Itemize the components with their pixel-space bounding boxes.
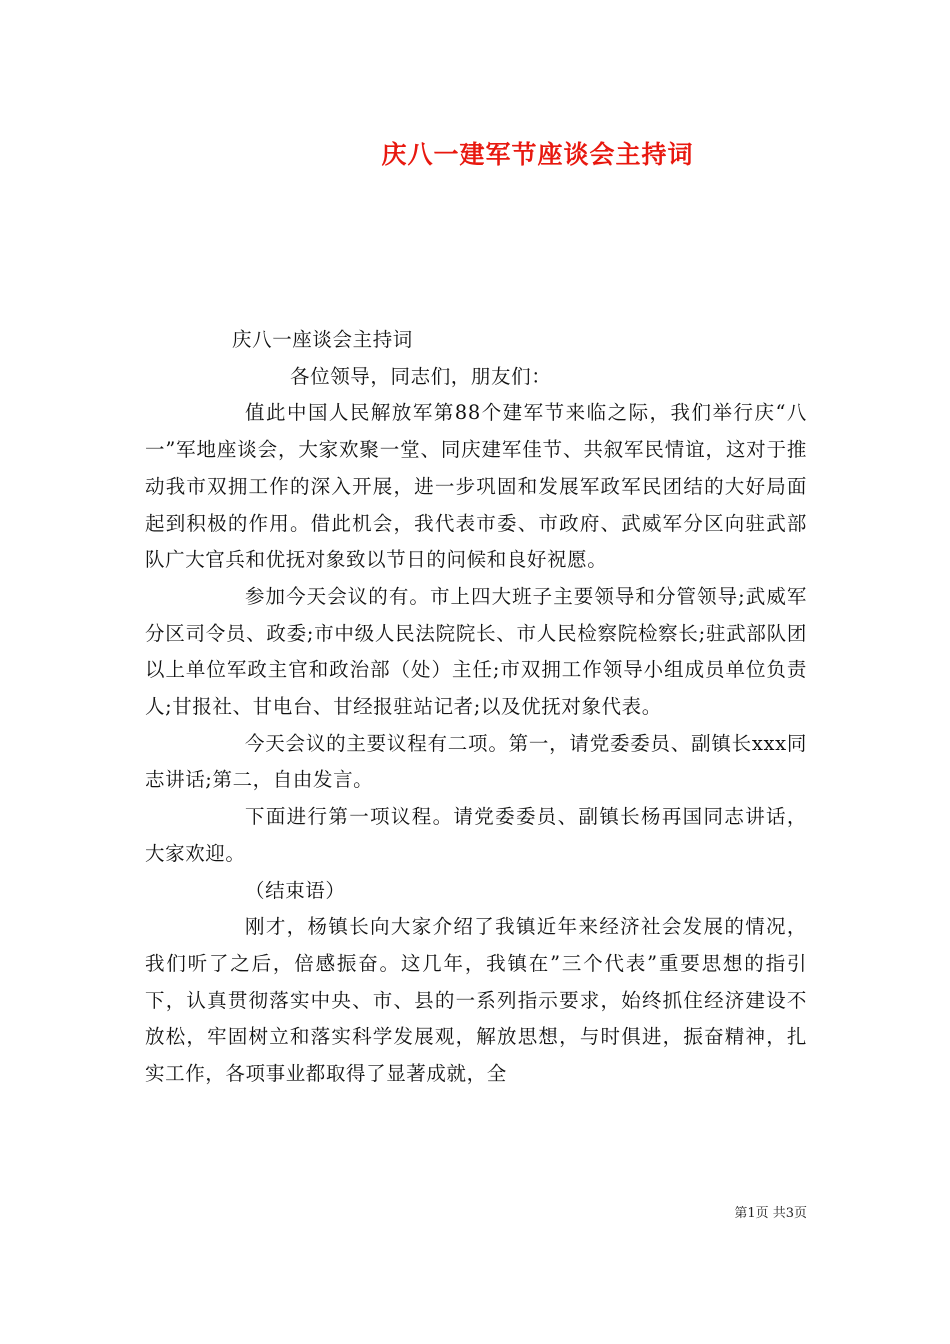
body-paragraph: 值此中国人民解放军第88个建军节来临之际，我们举行庆“八一”军地座谈会，大家欢聚一堂、同庆建军佳节、共叙军民情谊，这对于推动我市双拥工作的深入开展，进一步巩固和发展军政军民团结的大好局面起到积极的作用。借此机会，我代表市委、市政府、武威军分区向驻武部队广大官兵和优抚对象致以节日的问候和良好祝愿。 <box>145 401 807 572</box>
body-paragraph: 参加今天会议的有。市上四大班子主要领导和分管领导;武威军分区司令员、政委;市中级人民法院院长、市人民检察院检察长;驻武部队团以上单位军政主官和政治部（处）主任;市双拥工作领导小组成员单位负责人;甘报社、甘电台、甘经报驻站记者;以及优抚对象代表。 <box>145 584 807 719</box>
document-title: 庆八一建军节座谈会主持词 <box>381 140 694 169</box>
page-number-footer: 第1页 共3页 <box>734 1206 807 1221</box>
body-paragraph: 下面进行第一项议程。请党委委员、副镇长杨再国同志讲话，大家欢迎。 <box>145 805 807 865</box>
document-body <box>145 322 807 1093</box>
greeting-line: 各位领导，同志们，朋友们： <box>290 364 552 388</box>
closing-paragraph: 刚才，杨镇长向大家介绍了我镇近年来经济社会发展的情况，我们听了之后，倍感振奋。这几年，我镇在”三个代表”重要思想的指引下，认真贯彻落实中央、市、县的一系列指示要求，始终抓住经济建设不放松，牢固树立和落实科学发展观，解放思想，与时俱进，振奋精神，扎实工作，各项事业都取得了显著成就，全 <box>145 915 807 1086</box>
body-paragraph: 今天会议的主要议程有二项。第一，请党委委员、副镇长xxx同志讲话;第二，自由发言。 <box>145 731 807 792</box>
document-subtitle: 庆八一座谈会主持词 <box>232 328 413 351</box>
closing-label: （结束语） <box>245 878 346 902</box>
